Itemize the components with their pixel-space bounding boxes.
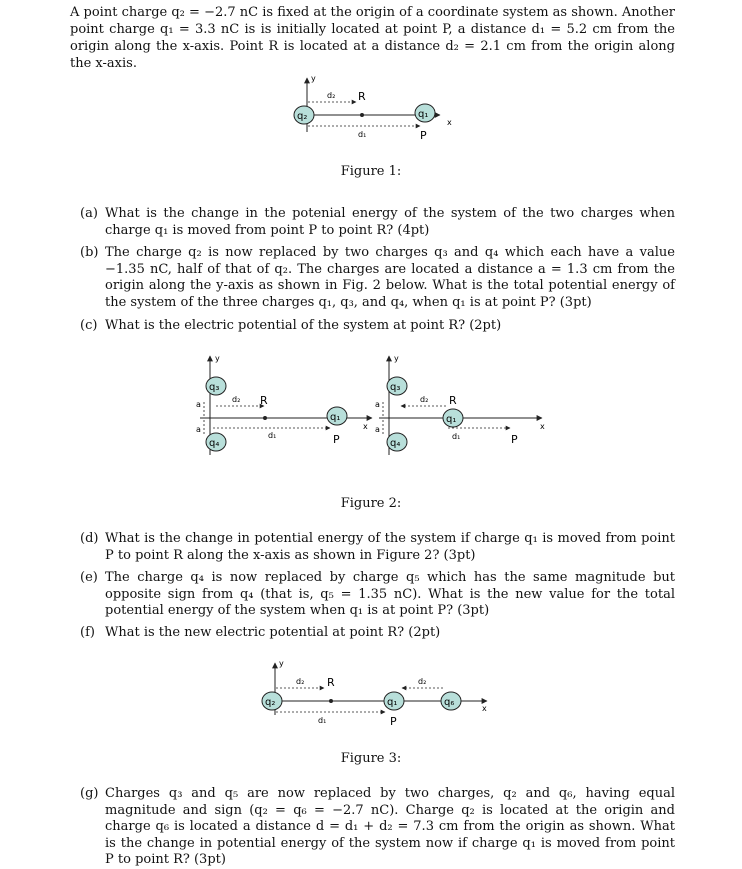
fig2-left-q1-label: q₁ <box>330 412 341 423</box>
question-f-label: (f) <box>80 625 95 640</box>
fig2-right-q1-label: q₁ <box>446 414 457 425</box>
question-d-text: What is the change in potential energy of the system if charge q₁ is moved from point P to point R along the x-axis as shown in Figure 2? (3pt) <box>105 531 675 563</box>
fig3-point-R <box>329 699 333 703</box>
fig2-right-d1-label: d₁ <box>452 432 461 441</box>
fig2-left-d2-label: d₂ <box>232 395 241 404</box>
question-g-label: (g) <box>80 786 99 801</box>
fig3-d1-label: d₁ <box>318 716 327 725</box>
question-a-text: What is the change in the potenial energy of the system of the two charges when charge q₁ is moved from point P to point R? (4pt) <box>105 206 675 238</box>
fig1-y-label: y <box>311 74 316 83</box>
question-c-label: (c) <box>80 318 98 333</box>
fig3-q2-label: q₂ <box>265 697 276 708</box>
fig2-right-q3-label: q₃ <box>390 382 401 393</box>
fig2-right-a-bottom: a <box>375 425 380 434</box>
question-e-text: The charge q₄ is now replaced by charge q₅ which has the same magnitude but opposite sign from q₄ (that is, q₅ = 1.35 nC). What is the new value for the total potential energy of the system when q₁ is at point P? (3pt) <box>105 570 675 618</box>
fig2-right-y-label: y <box>394 354 399 363</box>
fig2-left-R-label: R <box>260 394 268 407</box>
fig1-d2-label: d₂ <box>327 91 336 100</box>
fig2-right-q4-label: q₄ <box>390 438 401 449</box>
fig2-right-R-label: R <box>449 394 457 407</box>
fig2-left-a-top: a <box>196 400 201 409</box>
fig2-left-d1-label: d₁ <box>268 431 277 440</box>
fig3-P-label: P <box>390 715 397 728</box>
fig2-left-q4-label: q₄ <box>209 438 220 449</box>
fig3-d2-right-label: d₂ <box>418 677 427 686</box>
fig1-q2-label: q₂ <box>297 111 308 122</box>
question-f-text: What is the new electric potential at point R? (2pt) <box>105 625 441 640</box>
question-g <box>80 786 675 869</box>
fig1-q1-label: q₁ <box>418 109 429 120</box>
fig2-left-y-label: y <box>215 354 220 363</box>
figure-3-caption: Figure 3: <box>340 751 402 766</box>
figure-2-caption: Figure 2: <box>340 496 402 511</box>
fig2-left-x-label: x <box>363 422 368 431</box>
fig3-y-label: y <box>279 659 284 668</box>
intro-paragraph: A point charge q₂ = −2.7 nC is fixed at the origin of a coordinate system as shown. Another point charge q₁ = 3.3 nC is is initially located at point P, a distance d₁ = 5.2 cm from the origin along the x-axis. Point R is located at a distance d₂ = 2.1 cm from the origin along the x-axis. <box>70 5 675 71</box>
fig1-P-label: P <box>420 129 427 142</box>
question-a-label: (a) <box>80 206 98 221</box>
question-g-text: Charges q₃ and q₅ are now replaced by two charges, q₂ and q₆, having equal magnitude and sign (q₂ = q₆ = −2.7 nC). Charge q₂ is located at the origin and charge q₆ is located a distance d = d₁ + d₂ = 7.3 cm from the origin as shown. What is the change in potential energy of the system now if charge q₁ is moved from point P to point R? (3pt) <box>105 786 675 867</box>
question-b-label: (b) <box>80 245 99 260</box>
fig3-x-label: x <box>482 704 487 713</box>
question-e-label: (e) <box>80 570 98 585</box>
fig3-q1-label: q₁ <box>387 697 398 708</box>
fig3-q6-label: q₆ <box>444 697 455 708</box>
fig2-right-a-top: a <box>375 400 380 409</box>
fig2-right-d2-label: d₂ <box>420 395 429 404</box>
fig2-right-P-label: P <box>511 433 518 446</box>
fig1-d1-label: d₁ <box>358 130 367 139</box>
question-b-text: The charge q₂ is now replaced by two charges q₃ and q₄ which each have a value −1.35 nC, half of that of q₂. The charges are located a distance a = 1.3 cm from the origin along the y-axis as shown in Fig. 2 below. What is the total potential energy of the system of the three charges q₁, q₃, and q₄, when q₁ is at point P? (3pt) <box>105 245 675 310</box>
fig2-left-q3-label: q₃ <box>209 382 220 393</box>
question-d-label: (d) <box>80 531 99 546</box>
fig2-right-x-label: x <box>540 422 545 431</box>
fig3-R-label: R <box>327 676 335 689</box>
fig2-left-a-bottom: a <box>196 425 201 434</box>
fig2-left-P-label: P <box>333 433 340 446</box>
fig3-d2-label: d₂ <box>296 677 305 686</box>
fig1-R-label: R <box>358 90 366 103</box>
question-c-text: What is the electric potential of the system at point R? (2pt) <box>105 318 502 333</box>
fig1-x-label: x <box>447 118 452 127</box>
figure-1-caption: Figure 1: <box>340 164 402 179</box>
